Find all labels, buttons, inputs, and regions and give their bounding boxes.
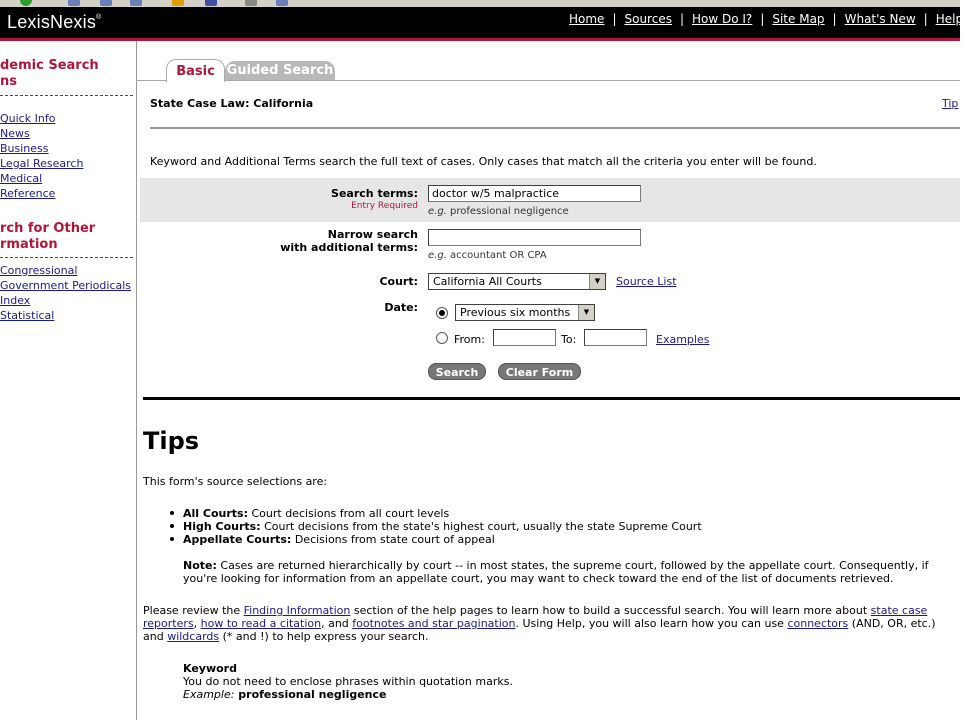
footnotes-star-pagination-link[interactable]: footnotes and star pagination — [352, 617, 516, 630]
sidebar-item-government-periodicals[interactable]: Government Periodicals — [0, 279, 132, 292]
additional-terms-input[interactable] — [428, 229, 641, 246]
nav-how-do-i-link[interactable]: How Do I? — [692, 12, 753, 26]
sidebar-item-reference[interactable]: Reference — [0, 187, 56, 200]
entry-required-note: Entry Required — [351, 201, 418, 211]
tab-guided-search[interactable]: Guided Search — [226, 63, 334, 78]
court-label: Court: — [379, 275, 418, 288]
tab-basic[interactable]: Basic — [166, 59, 225, 82]
to-label: To: — [561, 333, 577, 346]
bullet-icon — [170, 524, 174, 528]
tip-appellate-courts: Appellate Courts: Decisions from state court of appeal — [183, 533, 495, 546]
wildcards-link[interactable]: wildcards — [167, 630, 220, 643]
top-nav: Home | Sources | How Do I? | Site Map | What's New | Help — [569, 12, 963, 26]
tips-intro: This form's source selections are: — [143, 475, 328, 488]
court-select[interactable]: California All Courts ▼ — [428, 273, 606, 290]
sidebar-item-statistical[interactable]: Statistical — [0, 309, 55, 322]
nav-home-link[interactable]: Home — [569, 12, 605, 26]
nav-help-link[interactable]: Help — [935, 12, 963, 26]
additional-terms-example: e.g. accountant OR CPA — [428, 250, 547, 261]
sidebar-item-congressional[interactable]: Congressional — [0, 264, 78, 277]
browser-toolbar-icon[interactable] — [276, 0, 288, 6]
browser-back-icon[interactable] — [20, 0, 32, 6]
browser-toolbar-icon[interactable] — [68, 0, 80, 6]
date-examples-link[interactable]: Examples — [656, 333, 710, 346]
date-to-input[interactable] — [584, 329, 647, 346]
tab-panel-border — [136, 80, 960, 81]
how-to-read-citation-link[interactable]: how to read a citation — [200, 617, 322, 630]
title-divider — [150, 127, 960, 129]
chevron-down-icon[interactable]: ▼ — [589, 274, 605, 289]
connectors-link[interactable]: connectors — [787, 617, 849, 630]
bullet-icon — [170, 537, 174, 541]
sidebar-item-index[interactable]: Index — [0, 294, 31, 307]
date-label: Date: — [384, 301, 418, 314]
browser-toolbar-icon[interactable] — [130, 0, 142, 6]
date-preset-radio[interactable] — [436, 307, 448, 319]
site-header — [0, 7, 963, 38]
form-title: State Case Law: California — [150, 97, 314, 110]
browser-toolbar-icon[interactable] — [172, 0, 184, 6]
browser-toolbar-icon[interactable] — [100, 0, 112, 6]
sidebar-item-legal-research[interactable]: Legal Research — [0, 157, 84, 170]
tips-link[interactable]: Tip — [942, 97, 959, 110]
sidebar-item-medical[interactable]: Medical — [0, 172, 43, 185]
search-terms-example: e.g. professional negligence — [428, 206, 569, 217]
keyword-tip: Keyword You do not need to enclose phrases within quotation marks. Example: professional negligence — [183, 662, 513, 701]
narrow-search-label: Narrow search with additional terms: — [280, 228, 418, 254]
nav-site-map-link[interactable]: Site Map — [772, 12, 825, 26]
tip-all-courts: All Courts: Court decisions from all court levels — [183, 507, 450, 520]
date-preset-select[interactable]: Previous six months ▼ — [455, 304, 595, 321]
finding-information-link[interactable]: Finding Information — [243, 604, 351, 617]
browser-toolbar — [0, 0, 960, 7]
chevron-down-icon[interactable]: ▼ — [578, 305, 594, 320]
nav-sources-link[interactable]: Sources — [624, 12, 672, 26]
sidebar-item-news[interactable]: News — [0, 127, 30, 140]
sidebar-divider — [0, 257, 133, 258]
search-terms-label: Search terms: — [331, 187, 418, 200]
section-divider — [143, 397, 960, 400]
sidebar-item-business[interactable]: Business — [0, 142, 49, 155]
browser-toolbar-icon[interactable] — [245, 0, 257, 6]
radio-selected-dot — [439, 310, 445, 316]
sidebar-divider — [0, 95, 133, 96]
form-intro: Keyword and Additional Terms search the full text of cases. Only cases that match all the criteria you enter will be found. — [150, 155, 817, 168]
keyword-heading: Keyword — [183, 662, 237, 675]
nav-whats-new-link[interactable]: What's New — [844, 12, 916, 26]
sidebar-list-other — [0, 263, 131, 323]
search-button[interactable]: Search — [428, 363, 486, 380]
header-accent-line — [0, 38, 960, 41]
clear-form-button[interactable]: Clear Form — [498, 363, 581, 380]
source-list-link[interactable]: Source List — [616, 275, 677, 288]
bullet-icon — [170, 511, 174, 515]
sidebar-item-quick-info[interactable]: Quick Info — [0, 112, 56, 125]
tip-note: Note: Cases are returned hierarchically by court -- in most states, the supreme court, followed by the appellate court. Consequently, if you're looking for information from an appellate court, you may want to check toward the end of the list of documents retrieved. — [183, 559, 929, 585]
from-label: From: — [454, 333, 485, 346]
left-sidebar — [0, 41, 137, 720]
lexisnexis-logo[interactable]: LexisNexis® — [7, 12, 102, 32]
help-paragraph: Please review the Finding Information section of the help pages to learn how to build a successful search. You will learn more about state case reporters, how to read a citation, and footnotes and star pagination. Using Help, you will also learn how you can use connectors (AND, OR, etc.) and wildcards (* and !) to help express your search. — [143, 604, 936, 643]
search-terms-input[interactable] — [428, 185, 641, 202]
state-case-reporters-link[interactable]: reporters — [143, 617, 194, 630]
sidebar-list-academic — [0, 111, 83, 201]
tips-heading: Tips — [143, 427, 200, 455]
sidebar-heading-academic: demic Search ns — [0, 58, 99, 89]
date-range-radio[interactable] — [436, 332, 448, 344]
browser-toolbar-icon[interactable] — [205, 0, 217, 6]
date-from-input[interactable] — [493, 329, 556, 346]
tip-high-courts: High Courts: Court decisions from the state's highest court, usually the state Supreme Court — [183, 520, 702, 533]
state-case-reporters-link[interactable]: state case — [870, 604, 928, 617]
sidebar-heading-other: rch for Other rmation — [0, 221, 96, 252]
